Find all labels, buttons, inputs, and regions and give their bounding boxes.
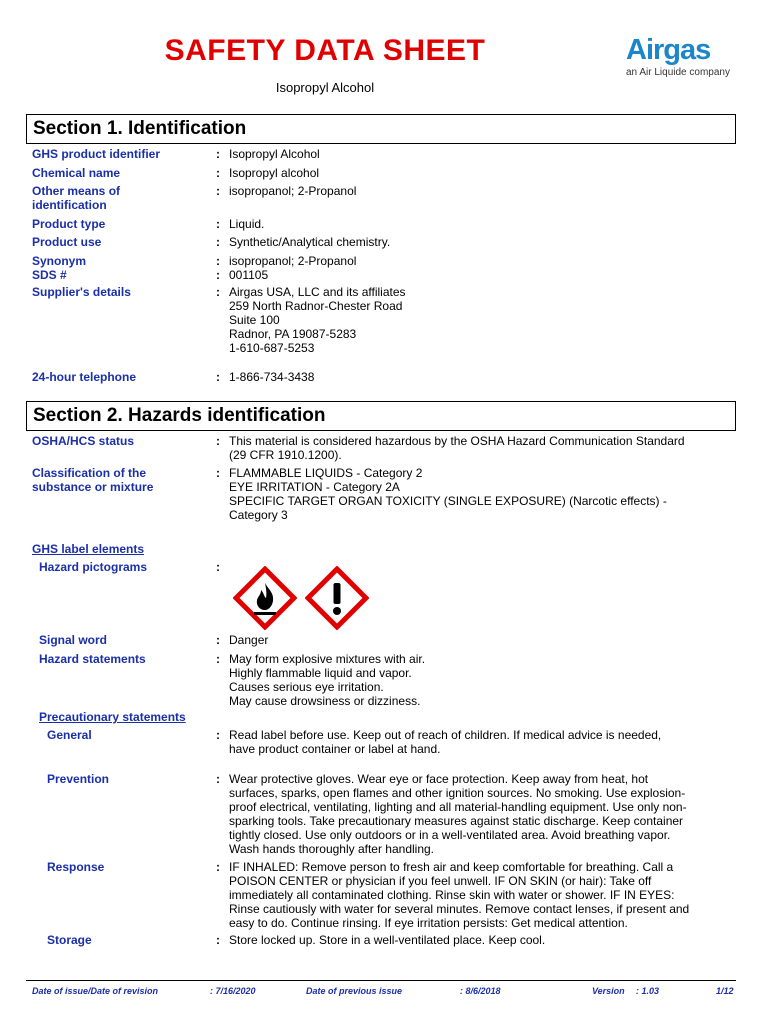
colon: : [216, 268, 220, 282]
footer-version-value: : 1.03 [636, 986, 660, 996]
value-product-type: Liquid. [229, 217, 265, 231]
footer-page-number: 1/12 [716, 986, 734, 996]
label-sds-number: SDS # [32, 268, 67, 282]
label-other-means: Other means of identification [32, 184, 121, 212]
label-signal-word: Signal word [39, 633, 108, 647]
label-synonym: Synonym [32, 254, 87, 268]
label-hazard-statements: Hazard statements [39, 652, 146, 666]
label-general: General [47, 728, 92, 742]
label-precautionary-statements: Precautionary statements [39, 710, 186, 724]
colon: : [216, 652, 220, 666]
airgas-logo [626, 36, 742, 78]
logo-word: Airgas [626, 34, 711, 66]
label-ghs-elements: GHS label elements [32, 542, 145, 556]
value-24h-telephone: 1-866-734-3438 [229, 370, 315, 384]
footer-prev-label: Date of previous issue [306, 986, 403, 996]
value-storage: Store locked up. Store in a well-ventilated place. Keep cool. [229, 933, 546, 947]
colon: : [216, 235, 220, 249]
label-storage: Storage [47, 933, 92, 947]
colon: : [216, 772, 220, 786]
colon: : [216, 184, 220, 198]
label-classification: Classification of the substance or mixture [32, 466, 154, 494]
colon: : [216, 860, 220, 874]
value-signal-word: Danger [229, 633, 269, 647]
colon: : [216, 166, 220, 180]
footer-version-label: Version [592, 986, 625, 996]
colon: : [216, 434, 220, 448]
label-prevention: Prevention [47, 772, 110, 786]
label-product-type: Product type [32, 217, 106, 231]
label-supplier-details: Supplier's details [32, 285, 131, 299]
value-product-use: Synthetic/Analytical chemistry. [229, 235, 391, 249]
logo-tagline: an Air Liquide company [626, 67, 730, 78]
colon: : [216, 147, 220, 161]
value-ghs-identifier: Isopropyl Alcohol [229, 147, 320, 161]
label-ghs-identifier: GHS product identifier [32, 147, 161, 161]
colon: : [216, 560, 220, 574]
section-1-heading: Section 1. Identification [26, 114, 736, 144]
exclamation-pictogram-icon [305, 566, 369, 630]
footer-issue-label: Date of issue/Date of revision [32, 986, 159, 996]
footer-prev-value: : 8/6/2018 [460, 986, 501, 996]
value-other-means: isopropanol; 2-Propanol [229, 184, 357, 198]
colon: : [216, 285, 220, 299]
value-hazard-statements: May form explosive mixtures with air. Highly flammable liquid and vapor. Causes serious eye irritation. May cause drowsiness or dizziness. [229, 652, 426, 708]
page-footer [26, 980, 736, 996]
label-response: Response [47, 860, 105, 874]
label-24h-telephone: 24-hour telephone [32, 370, 137, 384]
colon: : [216, 933, 220, 947]
colon: : [216, 217, 220, 231]
colon: : [216, 466, 220, 480]
label-chemical-name: Chemical name [32, 166, 121, 180]
value-general: Read label before use. Keep out of reach of children. If medical advice is needed, have product container or label at hand. [229, 728, 662, 756]
colon: : [216, 254, 220, 268]
colon: : [216, 370, 220, 384]
document-title: SAFETY DATA SHEET [164, 34, 486, 67]
flame-pictogram-icon [233, 566, 297, 630]
value-response: IF INHALED: Remove person to fresh air and keep comfortable for breathing. Call a POISON CENTER or physician if you feel unwell. IF ON SKIN (or hair): Take off immediately all contaminated clothing. Rinse skin with water or shower. IF IN EYES: Rinse cautiously with water for several minutes. Remove contact lenses, if present and easy to do. Continue rinsing. If eye irritation persists: Get medical attention. [229, 860, 690, 930]
value-chemical-name: Isopropyl alcohol [229, 166, 320, 180]
value-supplier-details: Airgas USA, LLC and its affiliates 259 North Radnor-Chester Road Suite 100 Radnor, PA 19087-5283 1-610-687-5253 [229, 285, 406, 355]
product-name: Isopropyl Alcohol [275, 80, 375, 95]
colon: : [216, 633, 220, 647]
value-synonym: isopropanol; 2-Propanol [229, 254, 357, 268]
value-classification: FLAMMABLE LIQUIDS - Category 2 EYE IRRITATION - Category 2A SPECIFIC TARGET ORGAN TOXICITY (SINGLE EXPOSURE) (Narcotic effects) - Category 3 [229, 466, 667, 522]
colon: : [216, 728, 220, 742]
footer-issue-value: : 7/16/2020 [210, 986, 256, 996]
section-2-heading: Section 2. Hazards identification [26, 401, 736, 431]
label-product-use: Product use [32, 235, 102, 249]
value-prevention: Wear protective gloves. Wear eye or face protection. Keep away from heat, hot surfaces, sparks, open flames and other ignition sources. No smoking. Use explosion- proof electrical, ventilating, lighting and all material-handling equipment. Use only non- sparking tools. Take precautionary measures against static discharge. Keep container tightly closed. Use only outdoors or in a well-ventilated area. Avoid breathing vapor. Wash hands thoroughly after handling. [229, 772, 687, 856]
label-osha-status: OSHA/HCS status [32, 434, 135, 448]
value-osha-status: This material is considered hazardous by the OSHA Hazard Communication Standard (29 CFR 1910.1200). [229, 434, 685, 462]
value-sds-number: 001105 [229, 268, 269, 282]
label-hazard-pictograms: Hazard pictograms [39, 560, 148, 574]
